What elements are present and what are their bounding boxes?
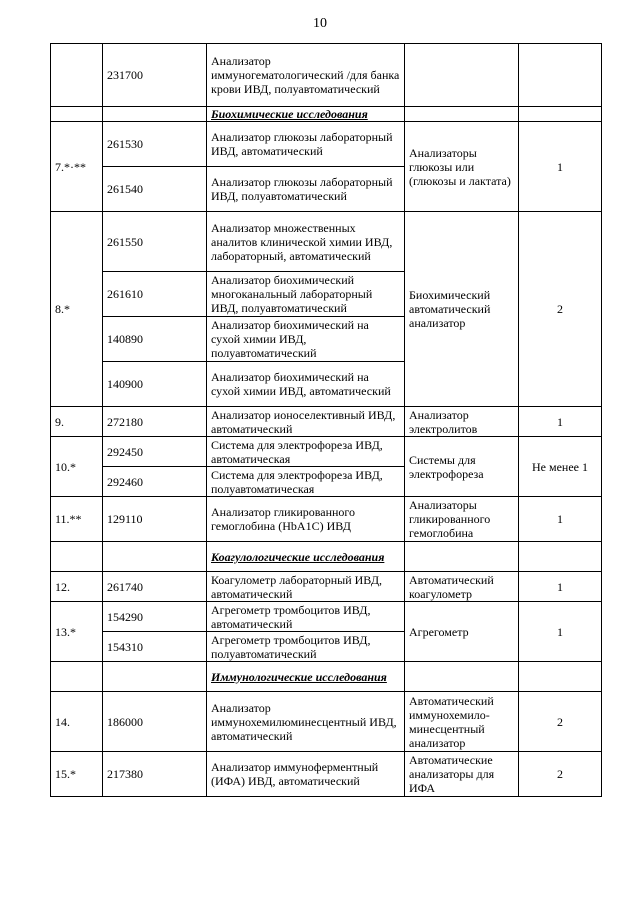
item-group: Автоматические анализаторы для ИФА [405, 752, 519, 797]
item-name: Анализатор множественных аналитов клинической химии ИВД, лабораторный, автоматический [207, 212, 405, 272]
item-group: Автоматический коагулометр [405, 572, 519, 602]
empty-cell [103, 107, 207, 122]
empty-cell [51, 107, 103, 122]
item-name: Анализатор биохимический многоканальный лабораторный ИВД, полуавтоматический [207, 272, 405, 317]
item-number: 12. [51, 572, 103, 602]
empty-cell [405, 542, 519, 572]
table-row [51, 212, 602, 272]
item-name: Анализатор гликированного гемоглобина (HbA1C) ИВД [207, 497, 405, 542]
item-name: Коагулометр лабораторный ИВД, автоматический [207, 572, 405, 602]
item-number: 14. [51, 692, 103, 752]
table-row [51, 497, 602, 542]
item-group [405, 44, 519, 107]
item-code: 217380 [103, 752, 207, 797]
section-row [51, 662, 602, 692]
item-code: 261540 [103, 167, 207, 212]
section-title: Коагулологические исследования [207, 542, 405, 572]
item-code: 261740 [103, 572, 207, 602]
item-code: 292450 [103, 437, 207, 467]
item-number [51, 44, 103, 107]
item-code: 231700 [103, 44, 207, 107]
item-number: 11.** [51, 497, 103, 542]
item-code: 261530 [103, 122, 207, 167]
item-code: 129110 [103, 497, 207, 542]
table-row [51, 602, 602, 632]
item-quantity: Не менее 1 [519, 437, 602, 497]
item-quantity: 1 [519, 572, 602, 602]
section-row [51, 542, 602, 572]
item-number: 9. [51, 407, 103, 437]
empty-cell [51, 542, 103, 572]
empty-cell [103, 662, 207, 692]
item-quantity: 2 [519, 752, 602, 797]
empty-cell [51, 662, 103, 692]
section-title: Иммунологические исследования [207, 662, 405, 692]
item-code: 154290 [103, 602, 207, 632]
table-row [51, 437, 602, 467]
empty-cell [519, 107, 602, 122]
table-row [51, 572, 602, 602]
item-code: 140900 [103, 362, 207, 407]
item-quantity: 1 [519, 602, 602, 662]
item-name: Анализатор иммуногематологический /для банка крови ИВД, полуавтоматический [207, 44, 405, 107]
empty-cell [103, 542, 207, 572]
item-name: Агрегометр тромбоцитов ИВД, автоматический [207, 602, 405, 632]
item-group: Анализаторы глюкозы или (глюкозы и лактата) [405, 122, 519, 212]
empty-cell [405, 107, 519, 122]
item-number: 13.* [51, 602, 103, 662]
item-name: Система для электрофореза ИВД, полуавтоматическая [207, 467, 405, 497]
item-number: 10.* [51, 437, 103, 497]
item-code: 140890 [103, 317, 207, 362]
item-number: 15.* [51, 752, 103, 797]
item-name: Анализатор иммуноферментный (ИФА) ИВД, автоматический [207, 752, 405, 797]
item-group: Биохимический автоматический анализатор [405, 212, 519, 407]
item-name: Система для электрофореза ИВД, автоматическая [207, 437, 405, 467]
empty-cell [519, 662, 602, 692]
equipment-table [50, 43, 602, 797]
item-quantity: 1 [519, 407, 602, 437]
item-quantity: 1 [519, 497, 602, 542]
item-name: Анализатор глюкозы лабораторный ИВД, полуавтоматический [207, 167, 405, 212]
item-quantity: 2 [519, 692, 602, 752]
empty-cell [519, 542, 602, 572]
item-quantity [519, 44, 602, 107]
empty-cell [405, 662, 519, 692]
item-number: 7.*·** [51, 122, 103, 212]
section-title: Биохимические исследования [207, 107, 405, 122]
item-code: 261550 [103, 212, 207, 272]
item-code: 292460 [103, 467, 207, 497]
item-name: Анализатор ионоселективный ИВД, автоматический [207, 407, 405, 437]
table-row [51, 407, 602, 437]
item-quantity: 2 [519, 212, 602, 407]
table-row [51, 692, 602, 752]
table-row [51, 752, 602, 797]
item-code: 154310 [103, 632, 207, 662]
item-name: Анализатор биохимический на сухой химии ИВД, автоматический [207, 362, 405, 407]
item-name: Агрегометр тромбоцитов ИВД, полуавтоматический [207, 632, 405, 662]
table-row [51, 44, 602, 107]
item-group: Анализаторы гликированного гемоглобина [405, 497, 519, 542]
item-group: Анализатор электролитов [405, 407, 519, 437]
item-code: 272180 [103, 407, 207, 437]
item-group: Агрегометр [405, 602, 519, 662]
item-group: Системы для электрофореза [405, 437, 519, 497]
item-quantity: 1 [519, 122, 602, 212]
section-row [51, 107, 602, 122]
item-name: Анализатор биохимический на сухой химии ИВД, полуавтоматический [207, 317, 405, 362]
item-code: 261610 [103, 272, 207, 317]
item-code: 186000 [103, 692, 207, 752]
item-group: Автоматический иммунохемило-минесцентный анализатор [405, 692, 519, 752]
item-name: Анализатор иммунохемилюминесцентный ИВД, автоматический [207, 692, 405, 752]
table-row [51, 122, 602, 167]
page-number: 10 [313, 16, 327, 31]
item-name: Анализатор глюкозы лабораторный ИВД, автоматический [207, 122, 405, 167]
item-number: 8.* [51, 212, 103, 407]
